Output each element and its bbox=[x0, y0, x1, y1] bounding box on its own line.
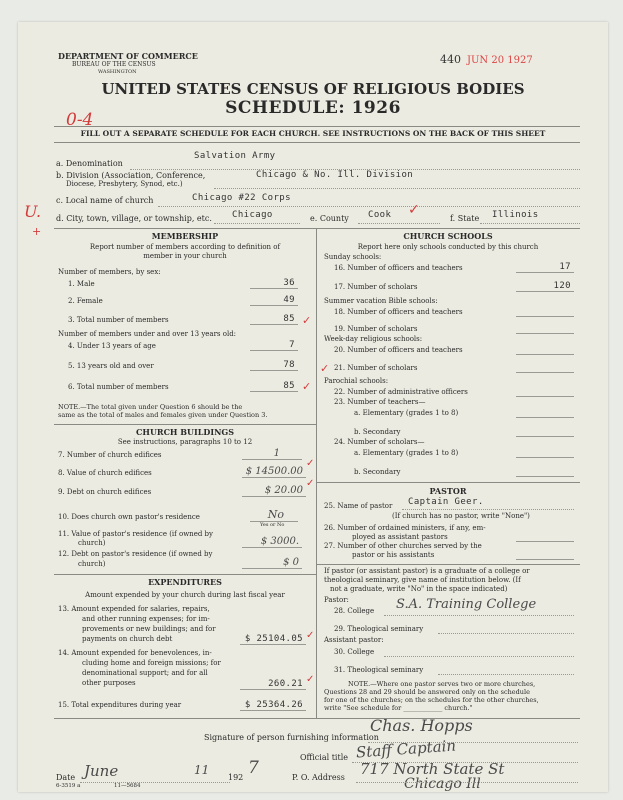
department-label: DEPARTMENT OF COMMERCE bbox=[58, 51, 198, 61]
date-year: 192 bbox=[228, 773, 244, 782]
q14-label-2: cluding home and foreign missions; for bbox=[82, 659, 221, 667]
q4-field[interactable] bbox=[250, 340, 298, 351]
schools-heading: CHURCH SCHOOLS bbox=[403, 231, 493, 241]
city-line bbox=[214, 223, 300, 224]
q25-note: (If church has no pastor, write "None") bbox=[392, 512, 530, 520]
q7-field[interactable] bbox=[242, 448, 302, 460]
q3-label: 3. Total number of members bbox=[68, 316, 169, 324]
q29-label: 29. Theological seminary bbox=[334, 625, 424, 633]
q26-label: 26. Number of ordained ministers, if any, em- bbox=[324, 524, 486, 532]
divider bbox=[54, 142, 580, 143]
red-check-icon: ✓ bbox=[408, 202, 420, 218]
official-title-label: Official title bbox=[300, 753, 348, 762]
date-day[interactable]: 11 bbox=[194, 763, 210, 777]
q2-field[interactable] bbox=[250, 295, 298, 306]
schools-intro: Report here only schools conducted by this church bbox=[357, 243, 539, 251]
q27-label-2: pastor or his assistants bbox=[352, 551, 435, 559]
q21-label: 21. Number of scholars bbox=[334, 364, 418, 372]
by-sex-label: Number of members, by sex: bbox=[58, 268, 161, 276]
q19-label: 19. Number of scholars bbox=[334, 325, 418, 333]
q13-label: 13. Amount expended for salaries, repairs, bbox=[58, 605, 210, 613]
bureau-label: BUREAU OF THE CENSUS bbox=[72, 61, 156, 68]
q1-label: 1. Male bbox=[68, 280, 95, 288]
q3-field[interactable] bbox=[250, 314, 298, 325]
membership-heading: MEMBERSHIP bbox=[151, 231, 219, 241]
summer-label: Summer vacation Bible schools: bbox=[324, 297, 438, 305]
section-divider bbox=[54, 574, 316, 575]
state-line bbox=[480, 223, 580, 224]
q22-label: 22. Number of administrative officers bbox=[334, 388, 468, 396]
city-value[interactable]: Chicago bbox=[232, 210, 273, 220]
address-value[interactable]: 717 North State St bbox=[360, 760, 505, 778]
city-label: d. City, town, village, or township, etc. bbox=[56, 214, 212, 223]
address-line bbox=[356, 782, 578, 783]
signature-value[interactable]: Chas. Hopps bbox=[370, 716, 473, 735]
assistant-label: Assistant pastor: bbox=[324, 636, 384, 644]
age-label: Number of members under and over 13 years old: bbox=[58, 330, 237, 338]
q28-line bbox=[384, 615, 574, 616]
q16-label: 16. Number of officers and teachers bbox=[334, 264, 463, 272]
q23a-field[interactable] bbox=[516, 417, 574, 418]
q14-label-4: other purposes bbox=[82, 679, 136, 687]
q19-field[interactable] bbox=[516, 333, 574, 334]
q11-label-2: church) bbox=[78, 539, 106, 547]
membership-intro-1: Report number of members according to definition of bbox=[89, 243, 281, 251]
pastor-note-4: write "See schedule for ____________ church." bbox=[324, 704, 473, 712]
q12-field[interactable] bbox=[242, 557, 302, 569]
q6-label: 6. Total number of members bbox=[68, 383, 169, 391]
q5-label: 5. 13 years old and over bbox=[68, 362, 154, 370]
q23b-label: b. Secondary bbox=[354, 428, 401, 436]
q4-value: 7 bbox=[289, 340, 295, 350]
red-check-icon: ✓ bbox=[306, 674, 315, 685]
pastor-note-2: Questions 28 and 29 should be answered only on the schedule bbox=[324, 688, 530, 696]
q8-label: 8. Value of church edifices bbox=[58, 469, 152, 477]
q11-field[interactable] bbox=[242, 536, 302, 548]
red-check-icon: ✓ bbox=[320, 362, 330, 375]
q13-value: $ 25104.05 bbox=[244, 634, 303, 644]
membership-note-2: same as the total of males and females given under Question 3. bbox=[58, 411, 268, 419]
q12-value: $ 0 bbox=[283, 557, 299, 568]
q10-value: No bbox=[267, 508, 284, 521]
stamp-number: 440 bbox=[440, 53, 461, 66]
graduate-note-3: not a graduate, write "No" in the space indicated) bbox=[330, 585, 508, 593]
pastor-note-3: for one of the churches; on the schedules for the other churches, bbox=[324, 696, 539, 704]
q14-value: 260.21 bbox=[268, 679, 303, 689]
q16-value: 17 bbox=[559, 262, 571, 272]
form-subtitle: SCHEDULE: 1926 bbox=[225, 98, 401, 118]
q6-value: 85 bbox=[283, 381, 295, 391]
q17-label: 17. Number of scholars bbox=[334, 283, 418, 291]
q4-label: 4. Under 13 years of age bbox=[68, 342, 156, 350]
q20-label: 20. Number of officers and teachers bbox=[334, 346, 463, 354]
local-name-label: c. Local name of church bbox=[56, 196, 154, 205]
q16-field[interactable] bbox=[516, 262, 574, 273]
q15-field[interactable] bbox=[240, 700, 306, 711]
q23-label: 23. Number of teachers— bbox=[334, 398, 426, 406]
q30-line bbox=[384, 656, 574, 657]
county-label: e. County bbox=[310, 214, 349, 223]
section-divider bbox=[316, 564, 580, 565]
date-line bbox=[80, 782, 230, 783]
q12-label: 12. Debt on pastor's residence (if owned by bbox=[58, 550, 213, 558]
q9-value: $ 20.00 bbox=[264, 485, 303, 496]
q31-label: 31. Theological seminary bbox=[334, 666, 424, 674]
q9-label: 9. Debt on church edifices bbox=[58, 488, 152, 496]
yes-no-hint: Yes or No bbox=[260, 522, 285, 528]
q18-field[interactable] bbox=[516, 316, 574, 317]
q30-label: 30. College bbox=[334, 648, 375, 656]
signature-label: Signature of person furnishing information bbox=[204, 733, 379, 742]
q17-field[interactable] bbox=[516, 281, 574, 292]
buildings-heading: CHURCH BUILDINGS bbox=[136, 427, 234, 437]
official-title-value[interactable]: Staff Captain bbox=[355, 736, 457, 762]
q14-label-3: denominational support; and for all bbox=[82, 669, 208, 677]
state-label: f. State bbox=[450, 214, 480, 223]
pastor-heading: PASTOR bbox=[429, 486, 467, 496]
local-name-value[interactable]: Chicago #22 Corps bbox=[192, 193, 291, 203]
q11-value: $ 3000. bbox=[260, 536, 299, 547]
q31-line bbox=[438, 674, 574, 675]
q5-field[interactable] bbox=[250, 360, 298, 371]
address-city[interactable]: Chicago Ill bbox=[404, 776, 481, 792]
q11-label: 11. Value of pastor's residence (if owned by bbox=[58, 530, 213, 538]
red-check-icon: ✓ bbox=[302, 380, 312, 393]
division-label-2: Diocese, Presbytery, Synod, etc.) bbox=[66, 180, 183, 188]
q15-label: 15. Total expenditures during year bbox=[58, 701, 182, 709]
graduate-note-1: If pastor (or assistant pastor) is a graduate of a college or bbox=[324, 567, 530, 575]
section-divider bbox=[54, 228, 580, 229]
q14-field[interactable] bbox=[240, 679, 306, 690]
q7-label: 7. Number of church edifices bbox=[58, 451, 162, 459]
state-value[interactable]: Illinois bbox=[492, 210, 539, 220]
q15-value: $ 25364.26 bbox=[244, 700, 303, 710]
q27-label: 27. Number of other churches served by the bbox=[324, 542, 482, 550]
q26-field[interactable] bbox=[516, 541, 574, 542]
sunday-label: Sunday schools: bbox=[324, 253, 382, 261]
q13-label-2: and other running expenses; for im- bbox=[82, 615, 210, 623]
stamp-date: JUN 20 1927 bbox=[467, 55, 533, 66]
q24a-label: a. Elementary (grades 1 to 8) bbox=[354, 449, 459, 457]
q20-field[interactable] bbox=[516, 354, 574, 355]
membership-note-1: NOTE.—The total given under Question 6 should be the bbox=[58, 403, 243, 411]
pastor-sub-label: Pastor: bbox=[324, 596, 349, 604]
column-divider bbox=[316, 228, 317, 718]
q3-value: 85 bbox=[283, 314, 295, 324]
section-divider bbox=[54, 718, 580, 719]
address-label: P. O. Address bbox=[292, 773, 345, 782]
county-line bbox=[358, 223, 440, 224]
q2-value: 49 bbox=[283, 295, 295, 305]
q6-field[interactable] bbox=[250, 381, 298, 392]
q21-field[interactable] bbox=[516, 372, 574, 373]
q22-field[interactable] bbox=[516, 396, 574, 397]
red-check-icon: ✓ bbox=[306, 478, 315, 489]
date-month[interactable]: June bbox=[84, 762, 119, 780]
instruction-line: FILL OUT A SEPARATE SCHEDULE FOR EACH CHURCH. SEE INSTRUCTIONS ON THE BACK OF THIS SHEET bbox=[80, 129, 546, 138]
q24-label: 24. Number of scholars— bbox=[334, 438, 425, 446]
q9-field[interactable] bbox=[242, 485, 306, 497]
q29-line bbox=[438, 633, 574, 634]
expenditures-heading: EXPENDITURES bbox=[148, 577, 222, 587]
section-divider bbox=[316, 482, 580, 483]
expenditures-intro: Amount expended by your church during last fiscal year bbox=[85, 591, 285, 599]
county-value[interactable]: Cook bbox=[368, 210, 392, 220]
q17-value: 120 bbox=[553, 281, 571, 291]
membership-intro-2: member in your church bbox=[143, 252, 227, 260]
q26-label-2: ployed as assistant pastors bbox=[352, 533, 448, 541]
section-divider bbox=[54, 424, 316, 425]
q8-value: $ 14500.00 bbox=[245, 466, 303, 477]
division-line bbox=[214, 188, 580, 189]
q23a-label: a. Elementary (grades 1 to 8) bbox=[354, 409, 459, 417]
q13-label-4: payments on church debt bbox=[82, 635, 173, 643]
census-schedule-form bbox=[18, 22, 608, 792]
q23b-field[interactable] bbox=[516, 436, 574, 437]
q28-value[interactable]: S.A. Training College bbox=[396, 597, 537, 612]
red-check-icon: ✓ bbox=[306, 630, 315, 641]
q12-label-2: church) bbox=[78, 560, 106, 568]
pastor-note-1: NOTE.—Where one pastor serves two or more churches, bbox=[348, 680, 536, 688]
date-year-digit[interactable]: 7 bbox=[248, 758, 259, 778]
q2-label: 2. Female bbox=[68, 297, 103, 305]
margin-mark: U. bbox=[24, 202, 42, 221]
q10-label: 10. Does church own pastor's residence bbox=[58, 513, 200, 521]
q1-field[interactable] bbox=[250, 278, 298, 289]
q27-field[interactable] bbox=[516, 559, 574, 560]
denomination-label: a. Denomination bbox=[56, 159, 123, 168]
q7-value: 1 bbox=[273, 448, 280, 459]
form-number: 6-3519 a bbox=[56, 783, 81, 789]
washington-label: WASHINGTON bbox=[98, 69, 137, 75]
red-check-icon: ✓ bbox=[306, 458, 315, 469]
q1-value: 36 bbox=[283, 278, 295, 288]
division-value[interactable]: Chicago & No. Ill. Division bbox=[256, 170, 414, 180]
parochial-label: Parochial schools: bbox=[324, 377, 389, 385]
divider bbox=[54, 126, 580, 127]
q25-label: 25. Name of pastor bbox=[324, 502, 393, 510]
q24a-field[interactable] bbox=[516, 457, 574, 458]
q25-value[interactable]: Captain Geer. bbox=[408, 497, 484, 507]
q5-value: 78 bbox=[283, 360, 295, 370]
form-number-2: 11—5684 bbox=[114, 783, 141, 789]
q28-label: 28. College bbox=[334, 607, 375, 615]
q8-field[interactable] bbox=[242, 466, 306, 478]
graduate-note-2: theological seminary, give name of institution below. (If bbox=[324, 576, 521, 584]
red-check-icon: ✓ bbox=[302, 314, 312, 327]
red-annotation-mark: 0-4 bbox=[66, 110, 94, 130]
margin-plus: + bbox=[32, 225, 42, 238]
q14-label: 14. Amount expended for benevolences, in- bbox=[58, 649, 212, 657]
q24b-field[interactable] bbox=[516, 476, 574, 477]
date-label: Date bbox=[56, 773, 76, 782]
form-title: UNITED STATES CENSUS OF RELIGIOUS BODIES bbox=[101, 80, 525, 98]
q13-label-3: provements or new buildings; and for bbox=[82, 625, 216, 633]
buildings-intro: See instructions, paragraphs 10 to 12 bbox=[117, 438, 253, 446]
q24b-label: b. Secondary bbox=[354, 468, 401, 476]
q18-label: 18. Number of officers and teachers bbox=[334, 308, 463, 316]
local-name-line bbox=[158, 206, 580, 207]
denomination-value[interactable]: Salvation Army bbox=[194, 151, 276, 161]
q13-field[interactable] bbox=[240, 634, 306, 645]
division-label: b. Division (Association, Conference, bbox=[56, 171, 206, 180]
q25-line bbox=[402, 509, 574, 510]
weekday-label: Week-day religious schools: bbox=[324, 335, 423, 343]
